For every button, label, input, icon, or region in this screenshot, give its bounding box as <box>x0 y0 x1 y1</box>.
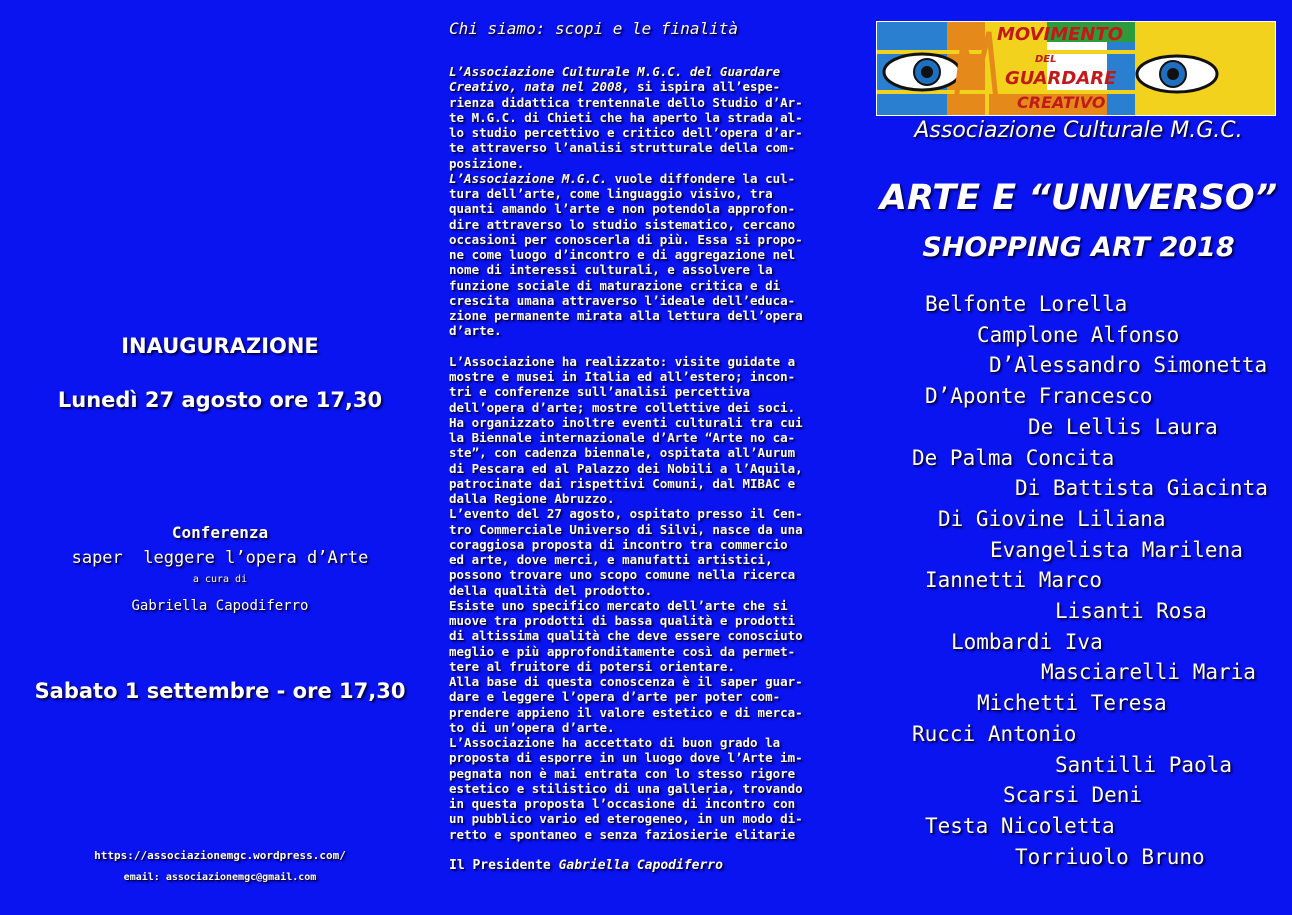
about-line-text: zione permanente mirata alla lettura dell’opera <box>449 308 803 323</box>
artist-name: Masciarelli Maria <box>1041 660 1256 685</box>
about-line <box>449 186 803 201</box>
about-line <box>449 110 803 125</box>
about-title: Chi siamo: scopi e le finalità <box>449 19 738 38</box>
about-line-text: funzione sociale di maturazione critica e di <box>449 277 781 293</box>
about-line <box>449 522 803 537</box>
about-line-text: di Pescara ed al Palazzo dei Nobili a l’Aquila, <box>449 460 803 476</box>
about-line <box>449 125 803 140</box>
about-line <box>449 217 803 232</box>
about-line <box>449 598 803 613</box>
about-line-text: lo studio percettivo e critico dell’opera d’ar- <box>449 125 803 140</box>
about-line-text: possono trovare uno scopo comune nella ricerca <box>449 567 796 583</box>
about-line-text: prendere appieno il valore estetico e di merca- <box>449 704 803 720</box>
about-line-text: muove tra prodotti di bassa qualità e prodotti <box>449 613 796 628</box>
event-title: ARTE E “UNIVERSO” <box>879 178 1278 218</box>
about-line-text: un pubblico vario ed eterogeneo, in un modo di- <box>449 811 803 827</box>
about-line <box>449 247 803 262</box>
about-line-text: te M.G.C. di Chieti che ha aperto la strada al- <box>449 109 803 125</box>
artist-name: Iannetti Marco <box>925 568 1103 593</box>
about-line-text: occasioni per conoscerla di più. Essa si propo- <box>449 231 803 247</box>
about-line <box>449 628 803 643</box>
about-line-italic: Creativo, nata nel 2008, <box>449 79 630 95</box>
about-line-text: vuole diffondere la cul- <box>607 170 796 186</box>
about-line <box>449 171 803 186</box>
about-line <box>449 156 803 171</box>
about-line <box>449 262 803 277</box>
about-line <box>449 537 803 552</box>
event-subtitle: SHOPPING ART 2018 <box>922 232 1235 263</box>
president-signature <box>449 858 723 873</box>
about-line <box>449 476 803 491</box>
about-line <box>449 95 803 110</box>
about-line-text: tere al fruitore di potersi orientare. <box>449 658 735 674</box>
about-line-text: rienza didattica trentennale dello Studio d’Ar- <box>449 94 803 110</box>
about-line-text: quanti amando l’arte e non potendola approfon- <box>449 201 796 217</box>
logo-graphic <box>877 22 1275 115</box>
middle-panel <box>449 0 849 915</box>
about-line-text: L’Associazione ha accettato di buon grado la <box>449 735 781 750</box>
about-line-text: nome di interessi culturali, e assolvere la <box>449 262 773 278</box>
about-line-text: dare e leggere l’opera d’arte per poter com- <box>449 689 781 705</box>
about-line <box>449 415 803 430</box>
about-line-text: ne come luogo d’incontro e di aggregazione nel <box>449 247 796 262</box>
about-line <box>449 766 803 781</box>
about-line <box>449 293 803 308</box>
about-line <box>449 750 803 765</box>
logo-word: CREATIVO <box>1017 93 1106 112</box>
about-line-text: posizione. <box>449 155 525 171</box>
about-line-italic: L’Associazione M.G.C. <box>449 170 608 186</box>
left-panel <box>0 0 440 915</box>
about-line-text: tri e conferenze sull’analisi percettiva <box>449 384 751 400</box>
mgc-logo <box>876 21 1276 116</box>
artist-name: Camplone Alfonso <box>977 322 1180 347</box>
about-line-text: la Biennale internazionale d’Arte “Arte no ca- <box>449 430 796 445</box>
artist-name: De Palma Concita <box>912 445 1115 470</box>
conference-by-label: a cura di <box>192 574 248 585</box>
about-line-text: dell’opera d’arte; mostre collettive dei soci. <box>449 399 796 415</box>
artist-name: Belfonte Lorella <box>925 292 1128 316</box>
artist-name: Rucci Antonio <box>912 721 1077 746</box>
about-line-text: tro Commerciale Universo di Silvi, nasce da una <box>449 521 803 537</box>
about-line-text: in questa proposta l’occasione di incontro con <box>449 796 796 811</box>
about-line <box>449 644 803 659</box>
logo-word: GUARDARE <box>1005 68 1117 89</box>
about-line <box>449 567 803 582</box>
about-line-text: pegnata non è mai entrata con lo stesso rigore <box>449 765 796 781</box>
about-line <box>449 369 803 384</box>
about-line-text: d’arte. <box>449 323 502 339</box>
about-line-text: dalla Regione Abruzzo. <box>449 491 615 506</box>
about-line <box>449 720 803 735</box>
artist-name: Lombardi Iva <box>951 629 1103 654</box>
conference-subtitle: saper leggere l’opera d’Arte <box>71 548 369 568</box>
inauguration-date: Lunedì 27 agosto ore 17,30 <box>57 388 383 412</box>
about-line-text: L’Associazione ha realizzato: visite guidate a <box>449 353 796 369</box>
about-line <box>449 430 803 445</box>
about-line <box>449 613 803 628</box>
about-line-text: Esiste uno specifico mercato dell’arte che si <box>449 597 788 613</box>
about-line <box>449 461 803 476</box>
association-name: Associazione Culturale M.G.C. <box>914 118 1243 143</box>
artist-name: Di Giovine Liliana <box>938 506 1166 531</box>
about-line <box>449 445 803 460</box>
about-line-text: L’evento del 27 agosto, ospitato presso il Cen- <box>449 506 803 522</box>
about-line <box>449 79 803 94</box>
about-line-text: Ha organizzato inoltre eventi culturali tra cui <box>449 414 803 430</box>
about-line-text: mostre e musei in Italia ed all’estero; incon- <box>449 369 796 384</box>
about-line-text: ed arte, dove merci, e manufatti artistici, <box>449 552 773 567</box>
about-line <box>449 64 803 79</box>
conference-speaker: Gabriella Capodiferro <box>131 598 309 614</box>
about-line <box>449 400 803 415</box>
about-line <box>449 552 803 567</box>
right-panel <box>865 0 1292 915</box>
conference-title: Conferenza <box>171 523 269 542</box>
artist-name: D’Alessandro Simonetta <box>989 353 1268 378</box>
artist-name: Michetti Teresa <box>977 691 1167 716</box>
artist-name: Scarsi Deni <box>1003 783 1143 808</box>
about-line-text: Alla base di questa conoscenza è il saper guar- <box>449 674 803 689</box>
about-line <box>449 354 803 369</box>
about-line-text: retto e spontaneo e senza faziosierie elitarie <box>449 826 796 842</box>
about-line-text: della qualità del prodotto. <box>449 582 653 598</box>
about-line <box>449 323 803 338</box>
about-line-text: patrocinate dai rispettivi Comuni, dal MIBAC e <box>449 475 796 491</box>
about-line-text: si ispira all’espe- <box>629 79 781 95</box>
logo-word: MOVIMENTO <box>997 24 1124 45</box>
signature-label: Il Presidente <box>449 858 559 873</box>
about-line <box>449 781 803 796</box>
about-line-text: ste”, con cadenza biennale, ospitata all’Aurum <box>449 445 796 461</box>
artist-name: De Lellis Laura <box>1028 414 1218 439</box>
logo-word: DEL <box>1035 54 1057 65</box>
about-line <box>449 705 803 720</box>
about-line-text: meglio e più approfonditamente così da permet- <box>449 643 796 659</box>
artist-name: D’Aponte Francesco <box>925 384 1153 409</box>
about-line <box>449 827 803 842</box>
about-line <box>449 689 803 704</box>
second-date: Sabato 1 settembre - ore 17,30 <box>34 679 406 703</box>
about-line-text: to di un’opera d’arte. <box>449 719 615 735</box>
artist-name: Santilli Paola <box>1055 752 1233 777</box>
about-line <box>449 339 803 354</box>
about-line <box>449 674 803 689</box>
about-line <box>449 659 803 674</box>
about-line <box>449 140 803 155</box>
about-line-text: estetico e stilistico di una galleria, trovando <box>449 780 803 796</box>
about-line <box>449 583 803 598</box>
artist-name: Lisanti Rosa <box>1055 599 1207 623</box>
about-line <box>449 796 803 811</box>
about-line <box>449 491 803 506</box>
artist-name: Di Battista Giacinta <box>1015 476 1268 501</box>
signature-name: Gabriella Capodiferro <box>558 858 723 873</box>
about-line <box>449 201 803 216</box>
about-line-text: crescita umana attraverso l’ideale dell’educa- <box>449 292 796 308</box>
about-line <box>449 811 803 826</box>
artist-name: Torriuolo Bruno <box>1015 844 1205 869</box>
about-line <box>449 232 803 247</box>
about-line-text: coraggiosa proposta di incontro tra commercio <box>449 536 788 552</box>
about-line-text: di altissima qualità che deve essere conosciuto <box>449 628 803 644</box>
about-line-italic: L’Associazione Culturale M.G.C. del Guardare <box>449 64 781 79</box>
inauguration-title: INAUGURAZIONE <box>121 334 319 358</box>
about-line <box>449 384 803 399</box>
about-line <box>449 506 803 521</box>
about-line <box>449 308 803 323</box>
about-line-text: dire attraverso lo studio sistematico, cercano <box>449 216 796 232</box>
about-line-text: proposta di esporre in un luogo dove l’Arte im- <box>449 750 803 766</box>
website-link[interactable]: https://associazionemgc.wordpress.com/ <box>94 849 346 862</box>
about-line-text: te attraverso l’analisi strutturale della com- <box>449 140 796 156</box>
email-link[interactable]: email: associazionemgc@gmail.com <box>123 872 317 883</box>
about-line <box>449 278 803 293</box>
artist-name: Evangelista Marilena <box>990 537 1243 562</box>
artist-name: Testa Nicoletta <box>925 813 1115 838</box>
about-line <box>449 735 803 750</box>
about-text <box>449 64 803 842</box>
about-line-text: tura dell’arte, come linguaggio visivo, tra <box>449 186 773 201</box>
